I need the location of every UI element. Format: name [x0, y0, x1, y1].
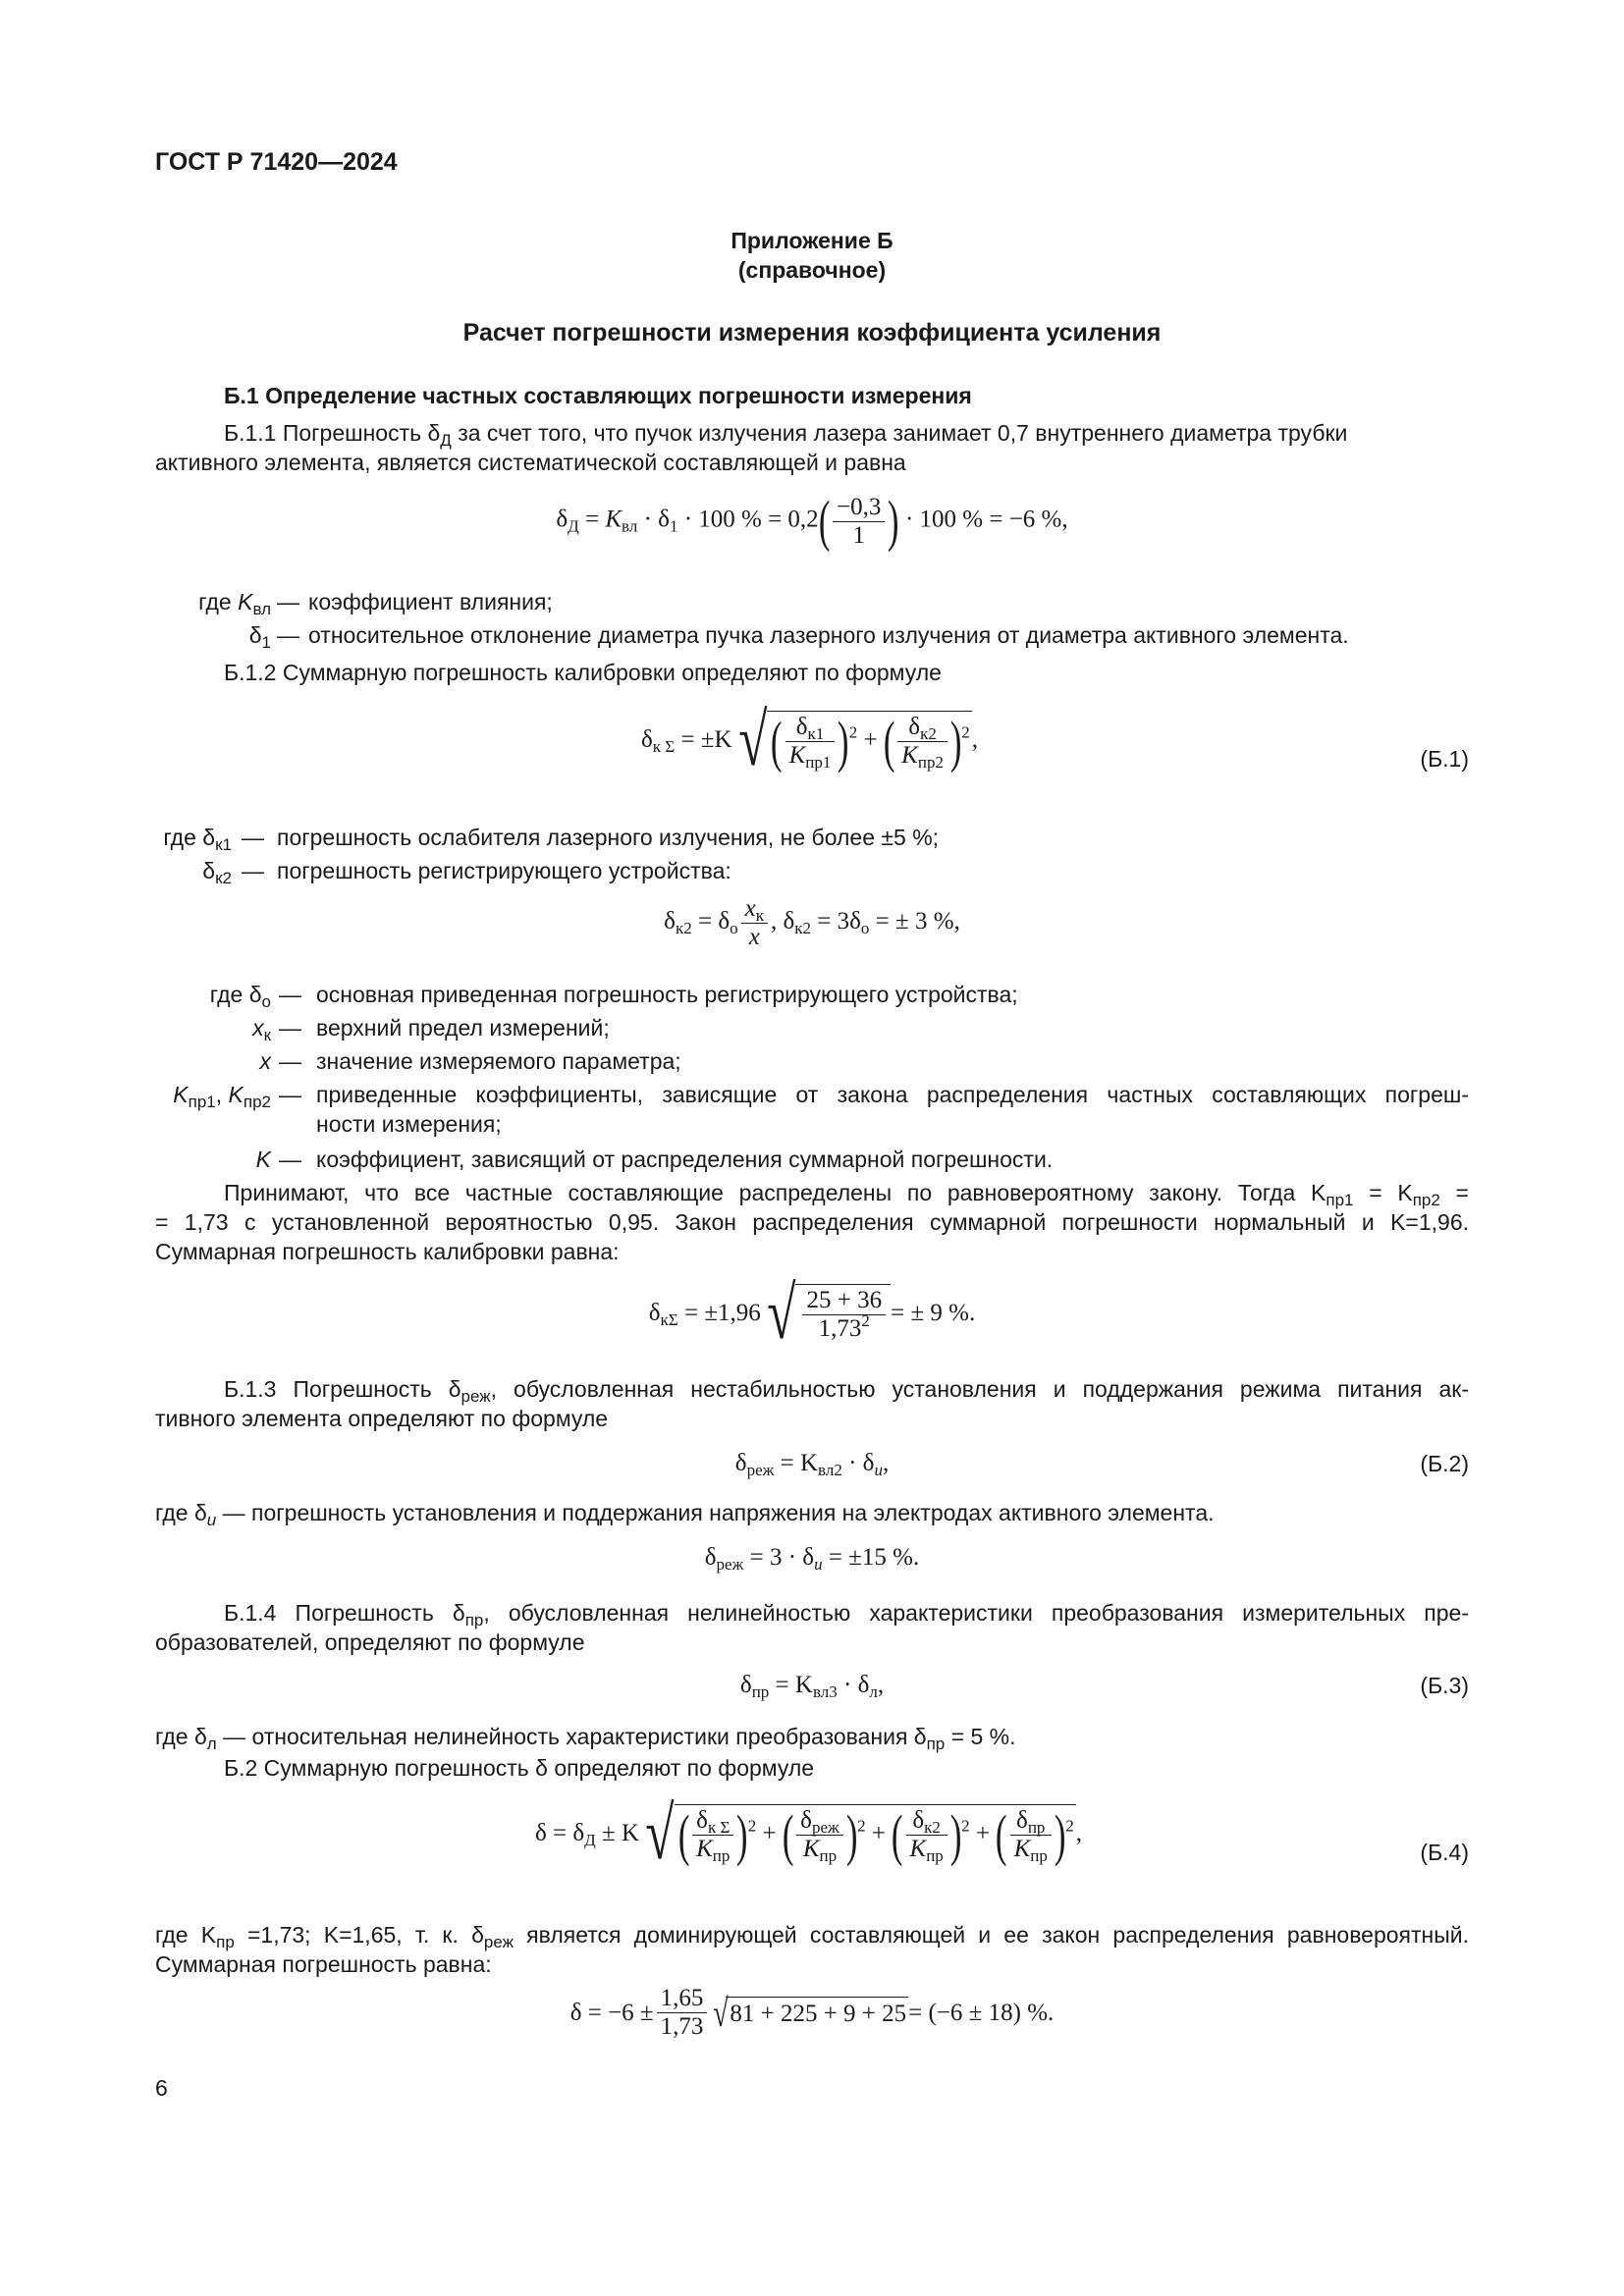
formula-number-b1: (Б.1) [1420, 746, 1469, 772]
b14-line1: Б.1.4 Погрешность $\delta_{пр}$, обусловленная нелинейностью характеристики преобразования измерительных пре- [224, 1600, 1469, 1629]
b13-def: где $\delta_u$ — погрешность установления и поддержания напряжения на электродах активного элемента. [155, 1500, 1215, 1529]
appendix-title: Приложение Б [731, 228, 893, 253]
section-title: Расчет погрешности измерения коэффициента усиления [462, 319, 1162, 347]
formula-delta-k-sigma: $\delta_{к\Sigma} = \pm 1,96√$ $\frac{25 + 36}{1,73^2}$ = ± 9 %. [648, 1272, 976, 1355]
formula-delta-rezh: $\delta_{реж} = 3 \cdot \delta_u = \pm 15$ %. [704, 1544, 920, 1574]
b12-text: Б.1.2 Суммарную погрешность калибровки определяют по формуле [224, 660, 942, 685]
def-k: K — коэффициент, зависящий от распределения суммарной погрешности. [255, 1147, 1054, 1172]
b13-line2: тивного элемента определяют по формуле [155, 1406, 609, 1431]
formula-b3: $\delta_{пр} = K_{вл3} \cdot \delta_л$, (Б.3) [739, 1672, 1469, 1701]
def-delta-1: $\delta_1$ — относительное отклонение диаметра пучка лазерного излучения от диаметра активного элемента. [248, 622, 1349, 652]
page-number: 6 [155, 2075, 168, 2101]
b14-line2: образователей, определяют по формуле [155, 1629, 585, 1655]
def-x: x — значение измеряемого параметра; [259, 1048, 681, 1074]
standard-header: ГОСТ Р 71420—2024 [155, 148, 398, 176]
def-delta-o: где $\delta_о$ — основная приведенная погрешность регистрирующего устройства; [209, 982, 1018, 1011]
b2-text: Б.2 Суммарную погрешность δ определяют по формуле [224, 1755, 815, 1781]
formula-b11: $\delta_Д = K_{вл} \cdot \delta_1 \cdot 100$ % = 0,2( $\frac{-0,3}{1}$ ) · 100 % = −6 %, [556, 489, 1068, 553]
formula-b4: $\delta = \delta_Д \pm K√$( $\frac{\delta_{к \Sigma}}{K_{пр}}$ )$^2$ + ( $\frac{\delta_{реж}}{K_{пр}}$ )$^2$ + ( $\frac{\delta_{к2}}{K_{пр}}$ )$^2$ + ( $\frac{\delta_{пр}}{K_{пр}}$ )$^2$, (Б.4) [535, 1792, 1469, 1875]
accept-line1: Принимают, что все частные составляющие распределены по равновероятному закону. Тогда $K_{пр1} = K_{пр2}$ = [224, 1180, 1469, 1209]
accept-line2: = 1,73 с установленной вероятностью 0,95. Закон распределения суммарной погрешности нормальный и K=1,96. [155, 1209, 1469, 1235]
def-delta-k1: где $\delta_{к1}$ — погрешность ослабителя лазерного излучения, не более ±5 %; [163, 825, 940, 854]
b2-line2: Суммарная погрешность равна: [155, 1951, 492, 1977]
def-delta-k2: $\delta_{к2}$ — погрешность регистрирующего устройства: [202, 858, 731, 887]
formula-delta-k2: $\delta_{к2} = \delta_о$ $\frac{x_к}{x}$ , $\delta_{к2} = 3\delta_о$ = ± 3 %, [664, 895, 960, 950]
b11-line1: Б.1.1 Погрешность $\delta_Д$ за счет того, что пучок излучения лазера занимает 0,7 внутреннего диаметра трубки [224, 420, 1348, 450]
formula-b1: $\delta_{к \Sigma} = \pm K√$( $\frac{\delta_{к1}}{K_{пр1}}$ )$^2$ + ( $\frac{\delta_{к2}}{K_{пр2}}$ )$^2$, (Б.1) [641, 699, 1469, 781]
b13-line1: Б.1.3 Погрешность $\delta_{реж}$, обусловленная нестабильностью установления и поддержания режима питания ак- [224, 1376, 1469, 1406]
def-k-pr: $K_{пр1}$, $K_{пр2}$ — приведенные коэффициенты, зависящие от закона распределения частных составляющих погреш- ности измерения; [173, 1082, 1469, 1137]
formula-number-b4: (Б.4) [1420, 1840, 1469, 1865]
appendix-status: (справочное) [737, 257, 887, 283]
b1-heading: Б.1 Определение частных составляющих погрешности измерения [224, 383, 972, 408]
formula-b2: $\delta_{реж} = K_{вл2} \cdot \delta_u$, (Б.2) [734, 1450, 1469, 1479]
accept-line3: Суммарная погрешность калибровки равна: [155, 1239, 620, 1264]
b2-line1: где $K_{пр} =1,73$; K=1,65, т. к. $\delta_{реж}$ является доминирующей составляющей и ее закон распределения равновероятный. [155, 1922, 1469, 1951]
formula-delta-total: δ = −6 ± $\frac{1,65}{1,73}$ √81 + 225 + 9 + 25= (−6 ± 18) %. [569, 1985, 1055, 2040]
b11-line2: активного элемента, является систематической составляющей и равна [155, 450, 906, 475]
b14-def: где $\delta_л$ — относительная нелинейность характеристики преобразования $\delta_{пр} = 5$ %. [155, 1724, 1016, 1753]
def-x-k: $x_к$ — верхний предел измерений; [252, 1015, 610, 1044]
formula-number-b2: (Б.2) [1420, 1451, 1469, 1476]
formula-number-b3: (Б.3) [1420, 1673, 1469, 1698]
def-k-vl: где $K_{вл}$ — коэффициент влияния; [198, 589, 553, 618]
